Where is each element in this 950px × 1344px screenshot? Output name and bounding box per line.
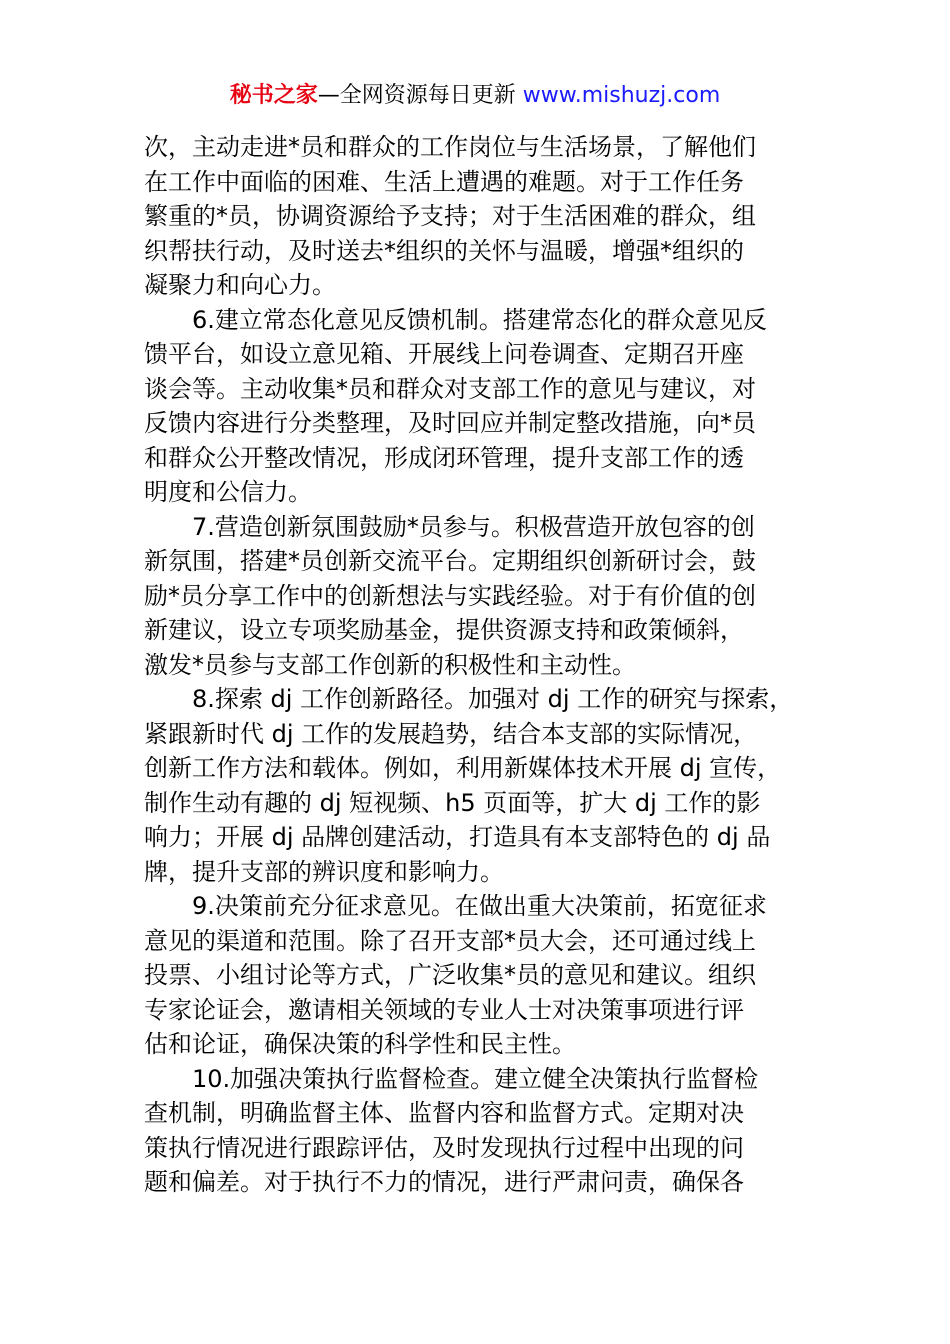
text-line: 谈会等。主动收集*员和群众对支部工作的意见与建议，对	[144, 374, 756, 403]
text-line: 创新工作方法和载体。例如，利用新媒体技术开展 dj 宣传，	[144, 754, 782, 782]
document-body	[144, 130, 814, 1200]
text-line: 查机制，明确监督主体、监督内容和监督方式。定期对决	[144, 1099, 744, 1127]
header-url-link[interactable]: www.mishuzj.com	[522, 83, 721, 108]
text-line: 题和偏差。对于执行不力的情况，进行严肃问责，确保各	[144, 1168, 744, 1196]
text-line: 策执行情况进行跟踪评估，及时发现执行过程中出现的问	[144, 1133, 744, 1162]
text-line: 新建议，设立专项奖励基金，提供资源支持和政策倾斜，	[144, 616, 744, 644]
text-line: 估和论证，确保决策的科学性和民主性。	[144, 1030, 576, 1058]
text-line: 制作生动有趣的 dj 短视频、h5 页面等，扩大 dj 工作的影	[144, 788, 761, 817]
text-line: 激发*员参与支部工作创新的积极性和主动性。	[144, 650, 636, 679]
text-line: 紧跟新时代 dj 工作的发展趋势，结合本支部的实际情况，	[144, 719, 758, 748]
text-line: 次，主动走进*员和群众的工作岗位与生活场景，了解他们	[144, 133, 756, 161]
text-line: 织帮扶行动，及时送去*组织的关怀与温暖，增强*组织的	[144, 236, 744, 265]
text-line: 励*员分享工作中的创新想法与实践经验。对于有价值的创	[144, 581, 756, 610]
paragraph-start-line: 9.决策前充分征求意见。在做出重大决策前，拓宽征求	[192, 892, 767, 920]
text-line: 明度和公信力。	[144, 478, 312, 506]
text-line: 响力；开展 dj 品牌创建活动，打造具有本支部特色的 dj 品	[144, 823, 771, 851]
text-line: 牌，提升支部的辨识度和影响力。	[144, 857, 504, 886]
page-header	[0, 80, 950, 112]
text-line: 意见的渠道和范围。除了召开支部*员大会，还可通过线上	[144, 926, 756, 955]
text-line: 专家论证会，邀请相关领域的专业人士对决策事项进行评	[144, 995, 744, 1024]
text-line: 馈平台，如设立意见箱、开展线上问卷调查、定期召开座	[144, 340, 744, 368]
text-line: 反馈内容进行分类整理，及时回应并制定整改措施，向*员	[144, 409, 756, 437]
text-line: 在工作中面临的困难、生活上遭遇的难题。对于工作任务	[144, 167, 744, 196]
text-line: 凝聚力和向心力。	[144, 271, 336, 299]
paragraph-start-line: 7.营造创新氛围鼓励*员参与。积极营造开放包容的创	[192, 512, 755, 541]
header-brand: 秘书之家	[229, 83, 318, 108]
text-line: 繁重的*员，协调资源给予支持；对于生活困难的群众，组	[144, 202, 756, 230]
paragraph-start-line: 8.探索 dj 工作创新路径。加强对 dj 工作的研究与探索，	[192, 685, 794, 713]
text-line: 新氛围，搭建*员创新交流平台。定期组织创新研讨会，鼓	[144, 547, 756, 575]
paragraph-start-line: 6.建立常态化意见反馈机制。搭建常态化的群众意见反	[192, 305, 767, 334]
text-line: 和群众公开整改情况，形成闭环管理，提升支部工作的透	[144, 443, 744, 472]
paragraph-start-line: 10.加强决策执行监督检查。建立健全决策执行监督检	[192, 1064, 759, 1093]
text-line: 投票、小组讨论等方式，广泛收集*员的意见和建议。组织	[144, 961, 756, 989]
header-tagline: —全网资源每日更新	[317, 83, 516, 108]
